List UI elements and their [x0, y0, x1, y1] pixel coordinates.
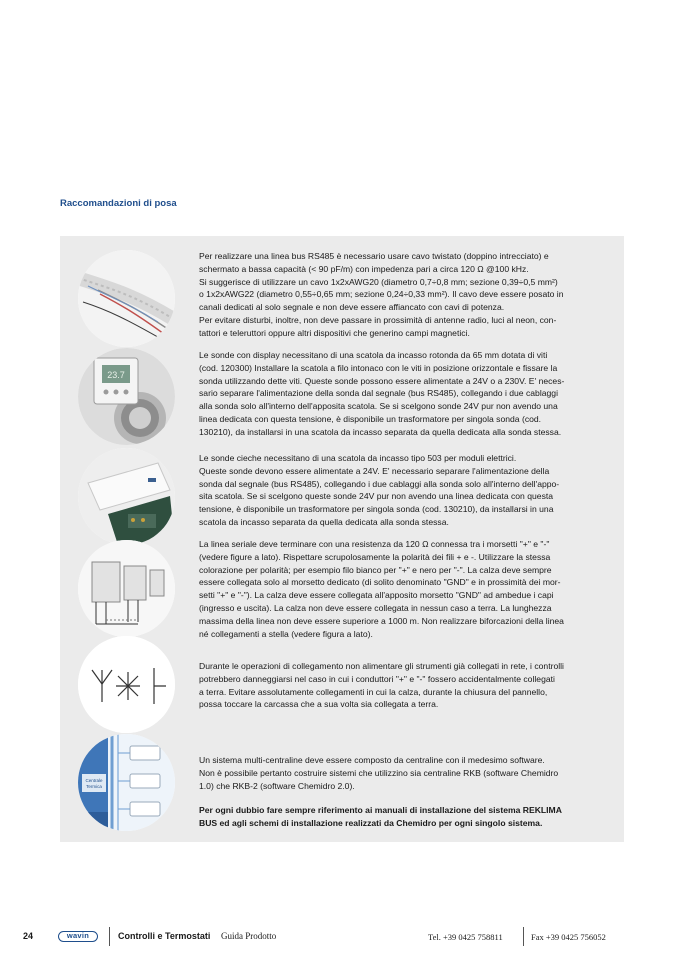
footer-divider	[523, 927, 524, 946]
footer-subtitle: Guida Prodotto	[221, 931, 277, 941]
svg-text:Centrale: Centrale	[85, 778, 103, 783]
paragraph-serial-line: La linea seriale deve terminare con una resistenza da 120 Ω connessa tra i morsetti "+" e "-" (vedere figure a lato). Rispettare scrupolosamente la polarità dei fili + e -. Utilizzare la stessa colorazione per polarità; per esempio filo bianco per "+" e nero per "-". La calza deve sempre essere collegata solo al morsetto dedicato (di solito denominato "GND" e in prossimità dei mor- setti "+" e "-"). La calza deve essere collegata all'apposito morsetto "GND" ad ambedue i capi (ingresso e uscita). La calza non deve essere collegata in nessun caso a terra. La lunghezza massima della linea non deve essere superiore a 1000 m. Non realizzare biforcazioni della linea né collegamenti a stella (vedere figura a lato).	[199, 539, 564, 639]
display-thermostat-photo-icon	[78, 348, 175, 445]
page-number: 24	[23, 931, 34, 941]
thermostat-display-value: 23.7	[107, 370, 125, 380]
footer-telephone: Tel. +39 0425 758811	[428, 932, 503, 942]
section-title: Raccomandazioni di posa	[60, 198, 177, 209]
twisted-cable-photo-icon	[78, 250, 175, 347]
wiring-terminals-photo-icon	[78, 540, 175, 637]
paragraph-multi-controller: Un sistema multi-centraline deve essere composto da centraline con il medesimo software. Non è possibile pertanto costruire sistemi che utilizzino sia centraline RKB (software Chemidro 1.0) che RKB-2 (software Chemidro 2.0).	[199, 755, 559, 791]
paragraph-cable: Per realizzare una linea bus RS485 è necessario usare cavo twistato (doppino intrecciato) e schermato a bassa capacità (< 90 pF/m) con impedenza pari a circa 120 Ω @100 kHz. Si suggerisce di utilizzare un cavo 1x2xAWG20 (diametro 0,7÷0,8 mm; sezione 0,39÷0,5 mm²) o 1x2xAWG22 (diametro 0,55÷0,65 mm; sezione 0,24÷0,33 mm²). Il cavo deve essere posato in canali dedicati al solo segnale e non deve essere affiancato con cavi di potenza. Per evitare disturbi, inoltre, non deve passare in prossimità di antenne radio, luci al neon, con- tattori e teleruttori oppure altri dispositivi che generino campi magnetici.	[199, 251, 564, 338]
footer-fax: Fax +39 0425 756052	[531, 932, 606, 942]
footer-divider	[109, 927, 110, 946]
page-footer	[0, 925, 678, 949]
wavin-logo: wavin	[58, 931, 98, 942]
multi-controller-diagram-icon	[78, 734, 175, 831]
paragraph-reference-note: Per ogni dubbio fare sempre riferimento ai manuali di installazione del sistema REKLIMA BUS ed agli schemi di installazione realizzati da Chemidro per ogni singolo sistema.	[199, 805, 562, 828]
star-connection-diagram-icon	[78, 636, 175, 733]
paragraph-blind-sensors: Le sonde cieche necessitano di una scatola da incasso tipo 503 per moduli elettrici. Queste sonde devono essere alimentate a 24V. E' necessario separare l'alimentazione della sonda dal segnale (bus RS485), collegando i due cablaggi alla sonda solo all'interno dell'appo- sita scatola. Se si scelgono queste sonde 24V pur non avendo una linea dedicata con questa tensione, è disponibile un trasformatore per singola sonda (cod. 130210), da installarsi in una scatola da incasso separata da quella dedicata alla sonda stessa.	[199, 453, 560, 527]
recommendations-panel	[60, 236, 624, 842]
footer-title: Controlli e Termostati	[118, 931, 211, 941]
paragraph-display-sensors: Le sonde con display necessitano di una scatola da incasso rotonda da 65 mm dotata di viti (cod. 120300) Installare la scatola a filo intonaco con le viti in posizione orizzontale e fissare la sonda utilizzando dette viti. Queste sonde possono essere alimentate a 24V o a 230V. E' neces- sario separare l'alimentazione della sonda dal segnale (bus RS485), collegando i due cablaggi alla sonda solo all'interno dell'apposita scatola. Se si scelgono sonde 24V pur non avendo una linea dedicata con questa tensione, è disponibile un trasformatore per singola sonda (cod. 130210), da installarsi in una scatola da incasso separata da quella dedicata alla sonda stessa.	[199, 350, 565, 437]
svg-text:Termica: Termica	[86, 784, 102, 789]
blind-sensor-photo-icon	[78, 448, 175, 545]
paragraph-connection-warning: Durante le operazioni di collegamento non alimentare gli strumenti già collegati in rete, i controlli potrebbero danneggiarsi nel caso in cui i conduttori "+" e "-" fossero accidentalmente collegati a terra. Evitare assolutamente collegamenti in cui la calza, durante la chiusura del pannello, possa toccare la carcassa che a sua volta sia collegata a terra.	[199, 661, 564, 710]
